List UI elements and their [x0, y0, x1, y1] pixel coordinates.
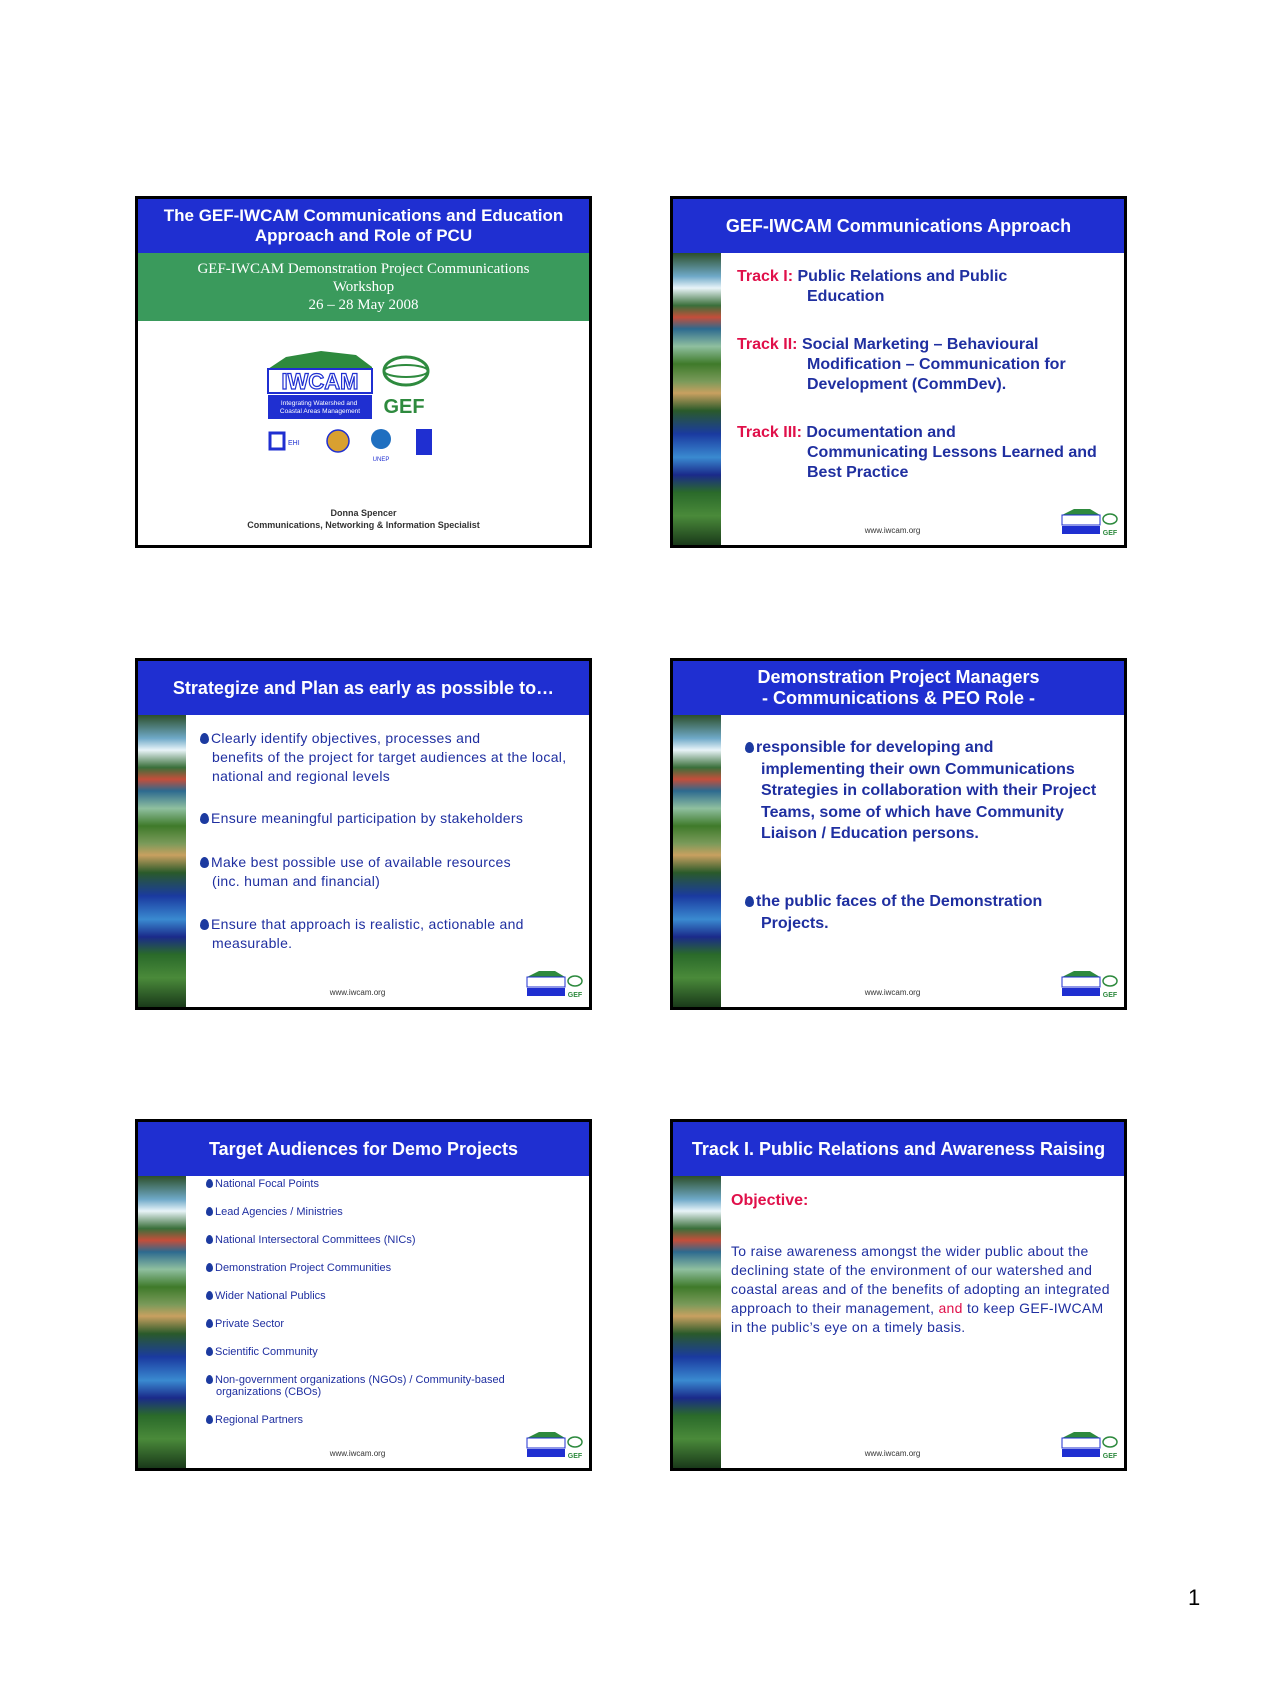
ehi-logo-text: EHI [288, 440, 300, 447]
list-item: Non-government organizations (NGOs) / Community-based organizations (CBOs) [206, 1374, 579, 1398]
unep-logo-text: UNEP [372, 457, 390, 463]
track-item: Track II: Social Marketing – Behavioural Modification – Communication for Development (CommDev). [737, 335, 1114, 395]
slide-title: Strategize and Plan as early as possible to… [138, 661, 589, 715]
iwcam-mini-logo [525, 969, 585, 1003]
objective-label: Objective: [731, 1192, 809, 1209]
page-number: 1 [1188, 1585, 1201, 1610]
nature-photo-strip [138, 1176, 186, 1468]
water-drop-icon [206, 1375, 213, 1384]
water-drop-icon [200, 857, 209, 868]
slide-title: Demonstration Project Managers - Communications & PEO Role - [673, 661, 1124, 715]
author-block [138, 507, 589, 531]
track-text: Documentation and [806, 424, 956, 441]
list-item: Ensure that approach is realistic, actionable and measurable. [200, 915, 575, 953]
website-url: www.iwcam.org [329, 1449, 386, 1458]
track-item: Track I: Public Relations and Public Education [737, 267, 1114, 307]
slide-title: Track I. Public Relations and Awareness Raising [673, 1122, 1124, 1176]
workshop-subtitle [138, 253, 589, 321]
water-drop-icon [206, 1291, 213, 1300]
slide-2 [670, 196, 1127, 548]
water-drop-icon [206, 1347, 213, 1356]
nature-photo-strip [673, 253, 721, 545]
list-item: National Focal Points [206, 1178, 579, 1190]
list-item: Demonstration Project Communities [206, 1262, 579, 1274]
objective-text: To raise awareness amongst the wider public about the declining state of the environment of our watershed and coastal areas and of the benefits of adopting an integrated approach to their management, and to keep GEF-IWCAM in the public’s eye on a timely basis. [731, 1243, 1110, 1335]
iwcam-mini-logo [1060, 507, 1120, 541]
slide-title: Target Audiences for Demo Projects [138, 1122, 589, 1176]
slide-3 [135, 658, 592, 1010]
water-drop-icon [200, 733, 209, 744]
gef-logo-text: GEF [383, 396, 425, 418]
track-key: Track II [737, 336, 793, 353]
author-name: Donna Spencer [330, 507, 397, 518]
list-item: Make best possible use of available resources (inc. human and financial) [200, 853, 575, 891]
track-text: Social Marketing – Behavioural [801, 336, 1039, 353]
iwcam-tagline: Integrating Watershed and Coastal Areas Management [279, 400, 361, 415]
svg-text:GEF: GEF [1102, 530, 1118, 537]
track-text-cont: Modification – Communication for Development (CommDev). [807, 356, 1066, 393]
water-drop-icon [206, 1319, 213, 1328]
svg-text:GEF: GEF [1102, 992, 1118, 999]
nature-photo-strip [673, 715, 721, 1007]
slide-4 [670, 658, 1127, 1010]
water-drop-icon [206, 1235, 213, 1244]
subtitle-date: 26 – 28 May 2008 [308, 297, 419, 313]
water-drop-icon [206, 1263, 213, 1272]
track-text-cont: Education [807, 288, 885, 305]
water-drop-icon [206, 1179, 213, 1188]
list-item: Regional Partners [206, 1414, 579, 1426]
iwcam-logo-text: IWCAM [281, 369, 359, 394]
list-item: Wider National Publics [206, 1290, 579, 1302]
track-text: Public Relations and Public [797, 268, 1008, 285]
iwcam-mini-logo [1060, 1430, 1120, 1464]
iwcam-mini-logo [1060, 969, 1120, 1003]
svg-text:GEF: GEF [1102, 1453, 1118, 1460]
list-item: Clearly identify objectives, processes and benefits of the project for target audiences at the local, national and regional levels [200, 729, 575, 786]
list-item: Private Sector [206, 1318, 579, 1330]
author-role: Communications, Networking & Information Specialist [247, 519, 480, 530]
website-url: www.iwcam.org [864, 1449, 921, 1458]
website-url: www.iwcam.org [329, 988, 386, 997]
svg-text:GEF: GEF [567, 992, 583, 999]
list-item: the public faces of the Demonstration Projects. [745, 891, 1108, 934]
water-drop-icon [200, 919, 209, 930]
water-drop-icon [745, 742, 754, 753]
slide-1 [135, 196, 592, 548]
water-drop-icon [200, 813, 209, 824]
slide-title: The GEF-IWCAM Communications and Education Approach and Role of PCU [138, 199, 589, 253]
slide-6 [670, 1119, 1127, 1471]
slide-5 [135, 1119, 592, 1471]
water-drop-icon [745, 896, 754, 907]
iwcam-mini-logo [525, 1430, 585, 1464]
water-drop-icon [206, 1415, 213, 1424]
website-url: www.iwcam.org [864, 526, 921, 535]
water-drop-icon [206, 1207, 213, 1216]
nature-photo-strip [673, 1176, 721, 1468]
svg-text:GEF: GEF [567, 1453, 583, 1460]
subtitle-line: Workshop [332, 279, 395, 295]
list-item: National Intersectoral Committees (NICs) [206, 1234, 579, 1246]
track-key: Track I [737, 268, 788, 285]
website-url: www.iwcam.org [864, 988, 921, 997]
iwcam-gef-logo [266, 349, 466, 469]
track-key: Track III [737, 424, 797, 441]
track-text-cont: Communicating Lessons Learned and Best Practice [807, 444, 1097, 481]
list-item: Ensure meaningful participation by stakeholders [200, 809, 575, 828]
list-item: Lead Agencies / Ministries [206, 1206, 579, 1218]
subtitle-line: GEF-IWCAM Demonstration Project Communications [197, 261, 530, 277]
slide-title: GEF-IWCAM Communications Approach [673, 199, 1124, 253]
list-item: Scientific Community [206, 1346, 579, 1358]
track-item: Track III: Documentation and Communicating Lessons Learned and Best Practice [737, 423, 1114, 483]
nature-photo-strip [138, 715, 186, 1007]
list-item: responsible for developing and implementing their own Communications Strategies in collaboration with their Project Teams, some of which have Community Liaison / Education persons. [745, 737, 1108, 845]
